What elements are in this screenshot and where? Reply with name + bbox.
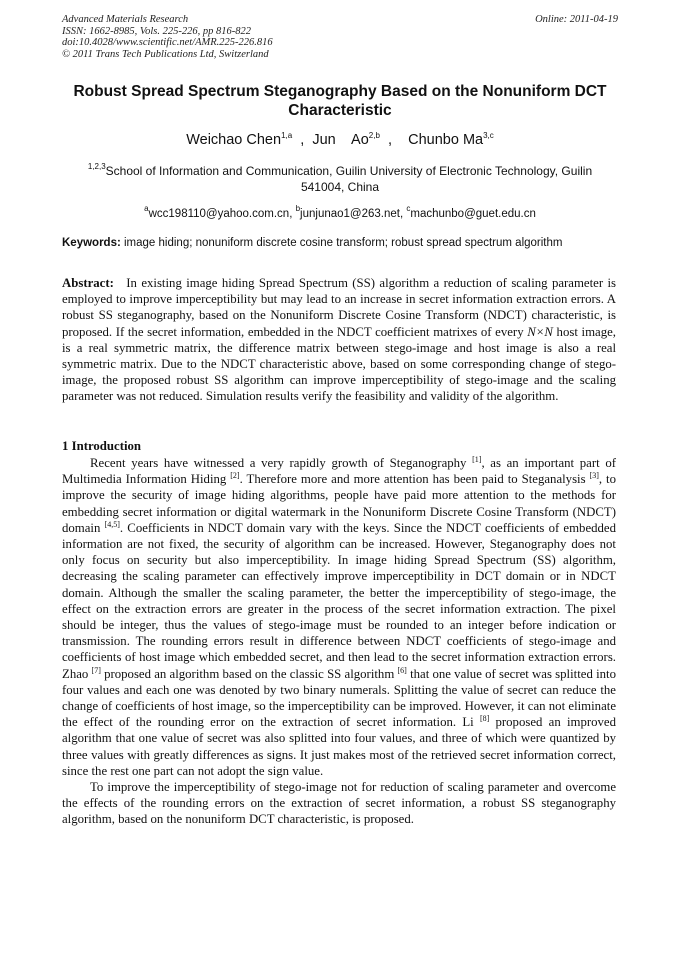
math-symbol: N×N bbox=[527, 324, 553, 339]
section-heading: 1 Introduction bbox=[62, 439, 142, 453]
abstract-label: Abstract: bbox=[62, 276, 114, 290]
email-list bbox=[60, 204, 620, 222]
author-name: Chunbo Ma bbox=[408, 132, 484, 148]
introduction-body bbox=[62, 455, 616, 828]
paper-title: Robust Spread Spectrum Steganography Based on the Nonuniform DCT Characteristic bbox=[73, 83, 607, 119]
affiliation bbox=[70, 163, 610, 195]
paragraph: To improve the imperceptibility of stego-image not for reduction of scaling parameter and overcome the effects of the rounding errors on the extraction of secret information, a robust SS steganography algorithm, based on the nonuniform DCT characteristic, is proposed. bbox=[62, 780, 616, 827]
citation-ref: [3] bbox=[589, 471, 599, 481]
email-superscript: a bbox=[144, 204, 149, 213]
affiliation-superscript: 1,2,3 bbox=[87, 162, 106, 171]
text-run: . Therefore more and more attention has been paid to Steganalysis bbox=[239, 472, 590, 487]
abstract-text: In existing image hiding Spread Spectrum (SS) algorithm a reduction of scaling parameter is employed to improve imperceptibility but may lead to an increase in secret information extraction errors. A robust SS steganography, based on the Nonuniform Discrete Cosine Transform (NDCT) characteristic, is proposed. If the secret information, embedded in the NDCT coefficient matrixes of every bbox=[62, 276, 617, 339]
citation-ref: [1] bbox=[472, 455, 482, 464]
author-name: Jun Ao bbox=[312, 132, 369, 148]
abstract bbox=[62, 275, 616, 405]
author-superscript: 2,b bbox=[368, 131, 380, 140]
citation-ref: [8] bbox=[479, 714, 490, 724]
text-run: , to improve the security of image hiding algorithms, people have paid more attention to the methods for embedding secret information or digital watermark in the Nonuniform Discrete Cosine Transform (NDCT) domain bbox=[62, 472, 617, 535]
text-run: . Coefficients in NDCT domain vary with the keys. Since the NDCT coefficients of embedded information are not fixed, the security of algorithm can be increased. However, Steganography does not only focus on security but also imperceptibility. In image hiding Spread Spectrum (SS) algorithm, decreasing the scaling parameter can effectively improve imperceptibility in DCT domain or in NDCT domain. Although the smaller the scaling parameter, the better the imperceptibility of stego-image, the effect on the extraction errors are greater in the process of the secret information extraction. The pixel should be integer, thus the values of stego-image must be rounded to an integer before indication or transmission. The rounding errors result in difference between NDCT coefficients of stego-image and coefficients of host image which embedded secret, and then lead to the secret information extraction errors. Zhao bbox=[62, 520, 617, 681]
text-run: Recent years have witnessed a very rapidly growth of Steganography bbox=[90, 456, 473, 470]
online-date: Online: 2011-04-19 bbox=[535, 14, 618, 25]
email-superscript: b bbox=[295, 204, 301, 213]
text-run: proposed an improved algorithm that one value of secret was also splitted into four values, and three of which were quantized by three values with greatly differences as signs. It just makes most of the retrieved secret information correct, since the rest one part can not adopt the sign value. bbox=[62, 715, 616, 778]
copyright-line: © 2011 Trans Tech Publications Ltd, Switzerland bbox=[62, 48, 269, 60]
journal-header bbox=[62, 14, 618, 60]
citation-ref: [4,5] bbox=[104, 519, 120, 529]
paragraph bbox=[62, 455, 616, 779]
journal-name: Advanced Materials Research bbox=[62, 14, 189, 25]
text-run: proposed an algorithm based on the classic SS algorithm bbox=[100, 666, 398, 681]
keywords bbox=[62, 236, 622, 251]
abstract-text: host image, is a real symmetric matrix, the difference matrix between stego-image and host image is also a real symmetric matrix. Due to the NDCT characteristic above, based on some corresponding change of stego-image, the proposed robust SS algorithm can improve imperceptibility of stego-image and the scaling parameter was not reduced. Simulation results verify the feasibility and validity of the algorithm. bbox=[62, 324, 616, 404]
email-link[interactable]: machunbo@guet.edu.cn bbox=[410, 208, 536, 220]
citation-ref: [6] bbox=[397, 665, 407, 675]
text-run: that one value of secret was splitted into four values and each one was denoted by two binary numerals. Splitting the value of secret can reduce the change of coefficients of host image, so the imperceptibility can be improved. However, it can not eliminate the effect of the rounding error on the extraction of secret information. Li bbox=[62, 666, 616, 730]
doi-line: doi:10.4028/www.scientific.net/AMR.225-226.816 bbox=[62, 37, 273, 48]
affiliation-text: School of Information and Communication, Guilin University of Electronic Technology, Guilin 541004, China bbox=[105, 164, 593, 194]
author-superscript: 3,c bbox=[483, 131, 494, 140]
email-link[interactable]: wcc198110@yahoo.com.cn, bbox=[148, 208, 293, 220]
keywords-label: Keywords: bbox=[62, 237, 121, 249]
citation-ref: [2] bbox=[230, 471, 240, 481]
author-list: Weichao Chen$^{1,a}$ , Jun Ao$^{2,b}$ , Chunbo Ma$^{3,c}$ bbox=[186, 131, 494, 148]
citation-ref: [7] bbox=[91, 665, 101, 675]
text-run: , as an important part of Multimedia Information Hiding bbox=[62, 456, 616, 487]
author-superscript: 1,a bbox=[281, 131, 293, 140]
email-link[interactable]: junjunao1@263.net, bbox=[300, 208, 404, 220]
author-name: Weichao Chen bbox=[186, 132, 282, 148]
keywords-text: image hiding; nonuniform discrete cosine transform; robust spread spectrum algorithm bbox=[124, 237, 563, 249]
email-superscript: c bbox=[406, 204, 411, 213]
issn-line: ISSN: 1662-8985, Vols. 225-226, pp 816-822 bbox=[62, 25, 251, 37]
